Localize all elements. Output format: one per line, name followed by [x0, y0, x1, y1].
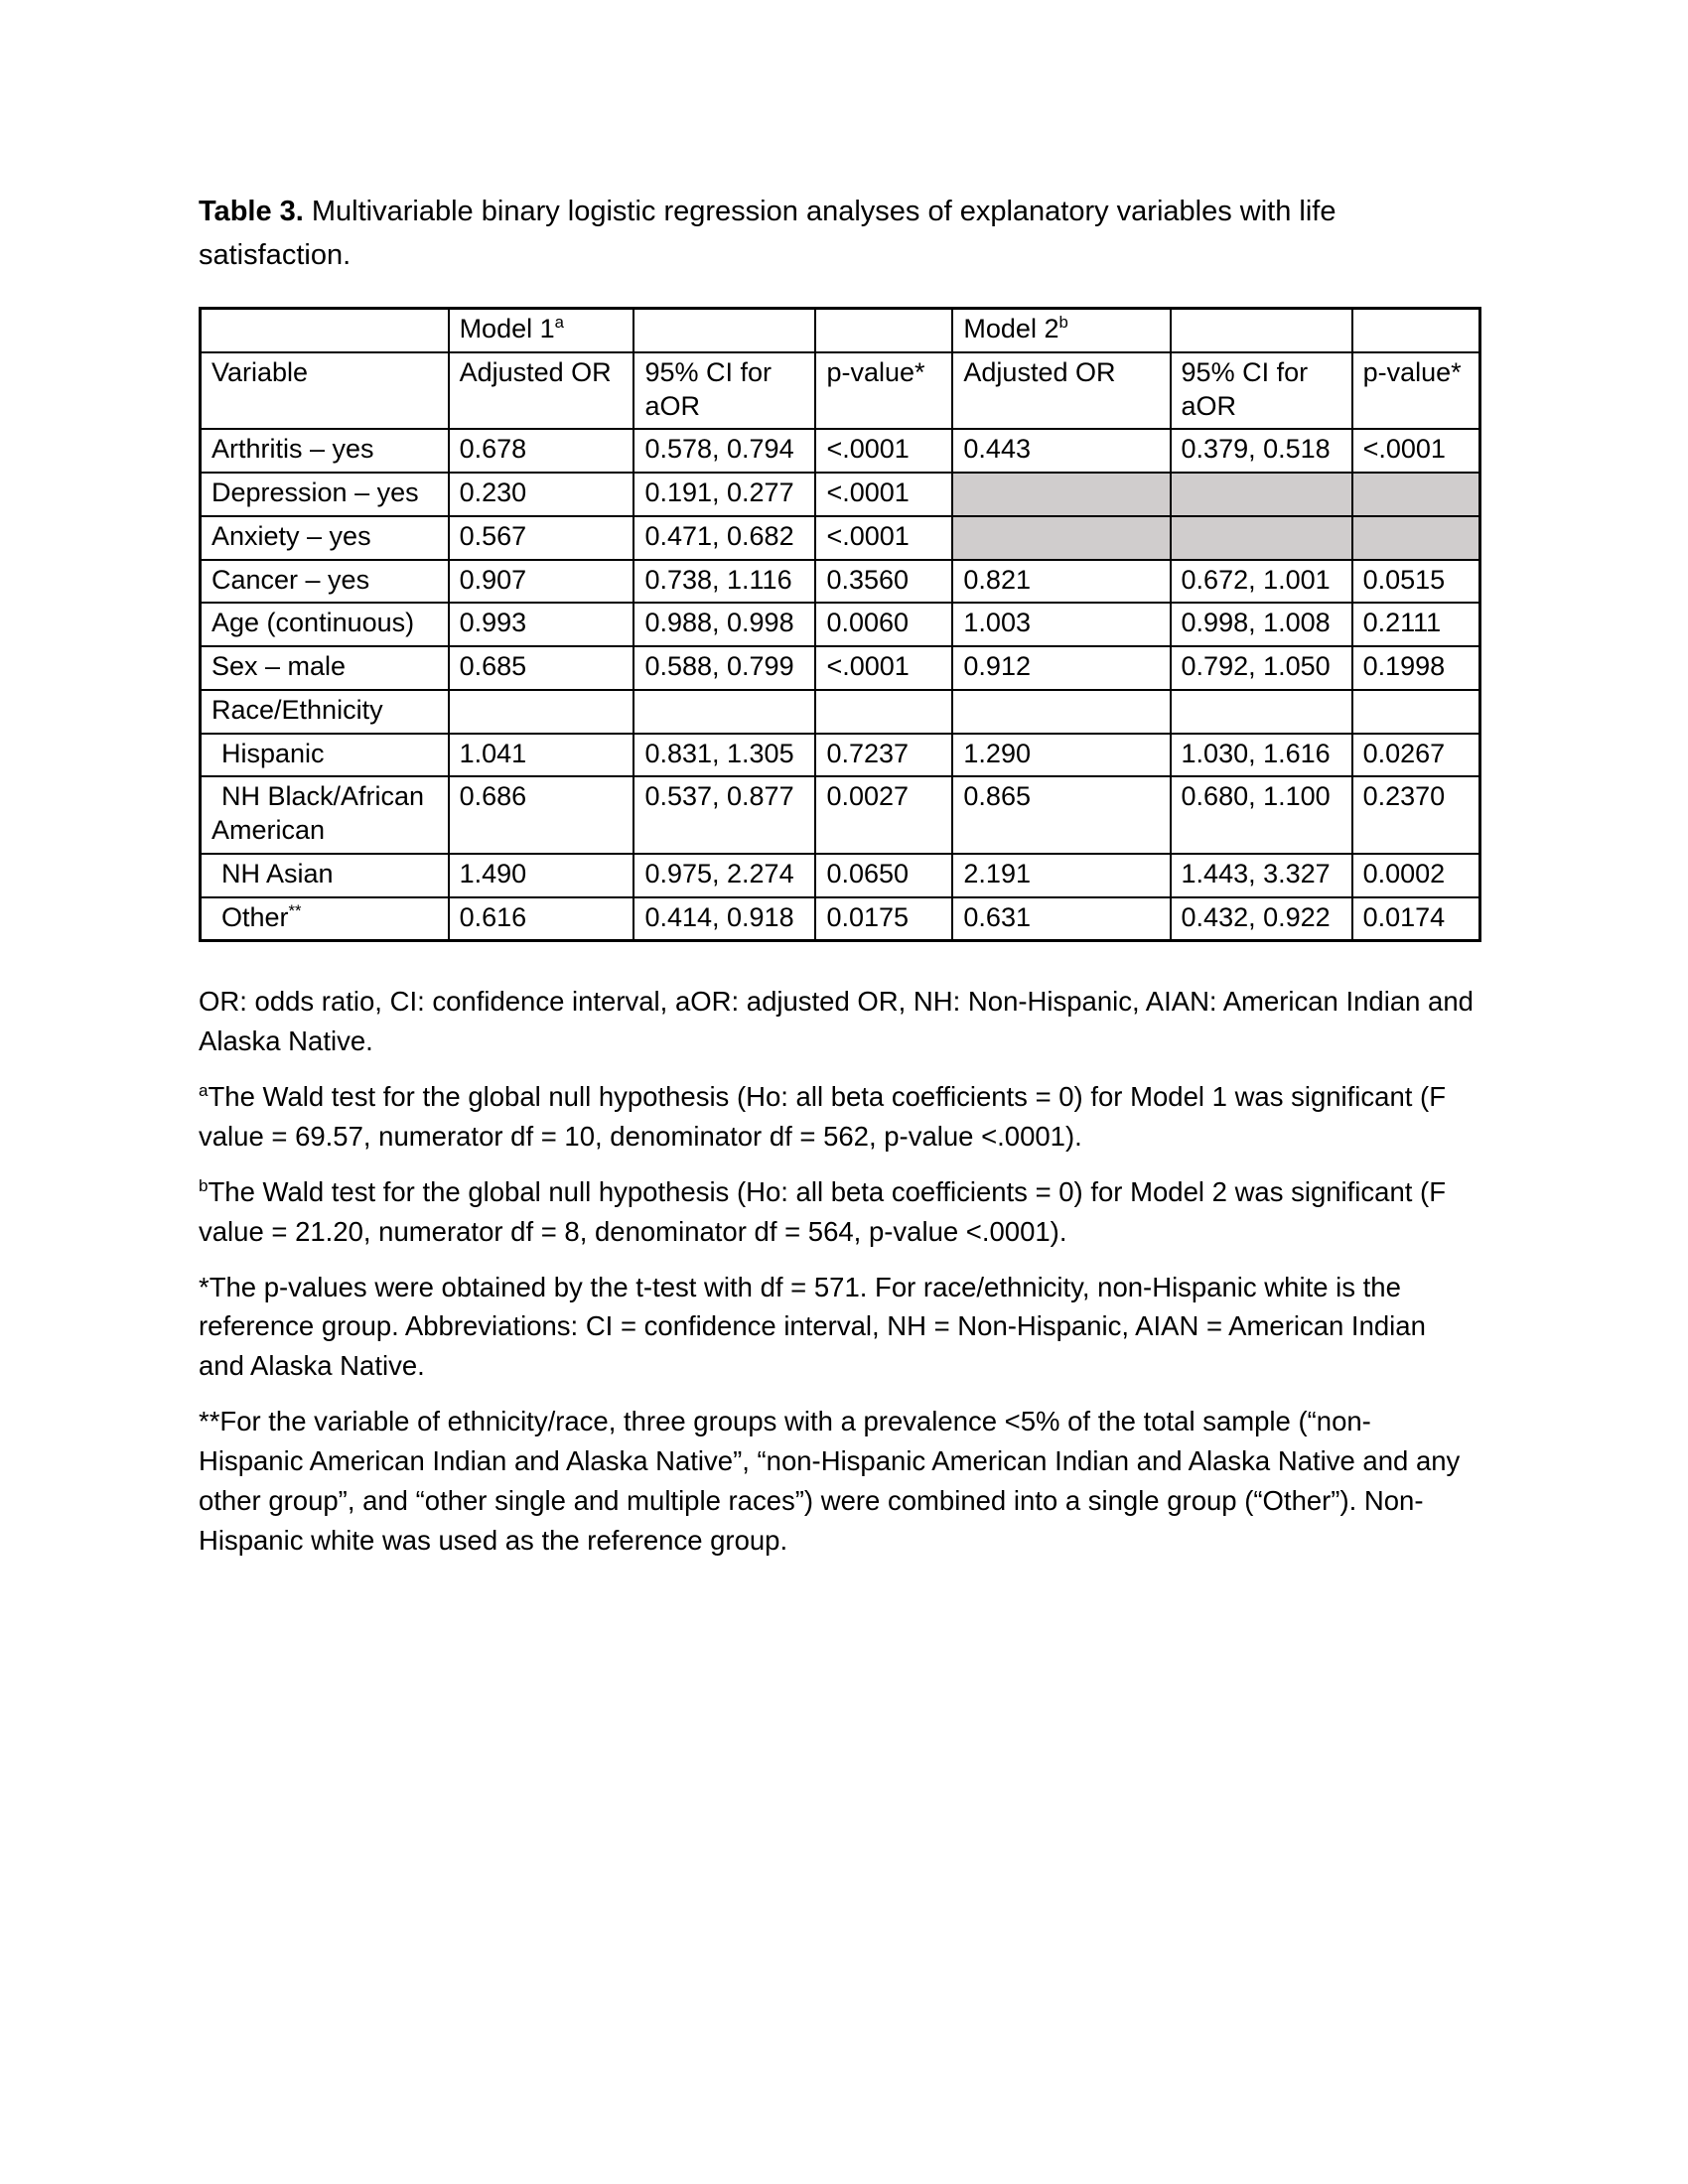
table-row: [201, 734, 1480, 777]
model2-footnote-marker: b: [1058, 313, 1068, 332]
cell-value: 0.0060: [815, 603, 952, 646]
cell-value: 2.191: [952, 854, 1170, 897]
cell-value: 1.443, 3.327: [1171, 854, 1352, 897]
cell-value: 0.672, 1.001: [1171, 560, 1352, 604]
cell-variable: Anxiety – yes: [201, 516, 449, 560]
cell-value: [952, 690, 1170, 734]
footnote-other-group: [199, 1402, 1475, 1561]
table-caption: [199, 191, 1440, 277]
cell-value: 0.686: [449, 776, 634, 854]
cell-value: 0.230: [449, 473, 634, 516]
header-cell-model2: [952, 309, 1170, 352]
cell-value: 0.975, 2.274: [633, 854, 815, 897]
footnote-a: [199, 1077, 1475, 1157]
cell-value: [1352, 516, 1480, 560]
cell-value: 0.685: [449, 646, 634, 690]
table-row: [201, 646, 1480, 690]
header-cell-empty: [201, 309, 449, 352]
table-caption-label: Table 3.: [199, 196, 304, 227]
footnote-text: OR: odds ratio, CI: confidence interval, aOR: adjusted OR, NH: Non-Hispanic, AIAN: American Indian and Alaska Native.: [199, 986, 1474, 1057]
regression-table: [199, 307, 1481, 942]
cell-value: <.0001: [1352, 429, 1480, 473]
header-cell-m2-pvalue: p-value*: [1352, 352, 1480, 430]
cell-value: 0.567: [449, 516, 634, 560]
cell-value: 1.030, 1.616: [1171, 734, 1352, 777]
cell-value: 0.680, 1.100: [1171, 776, 1352, 854]
header-cell-model1: [449, 309, 634, 352]
cell-value: 0.998, 1.008: [1171, 603, 1352, 646]
header-cell-empty: [815, 309, 952, 352]
cell-value: 0.432, 0.922: [1171, 897, 1352, 941]
cell-value: 0.443: [952, 429, 1170, 473]
cell-variable: Arthritis – yes: [201, 429, 449, 473]
model-header-row: [201, 309, 1480, 352]
cell-value: 0.993: [449, 603, 634, 646]
table-row: [201, 516, 1480, 560]
cell-variable: Age (continuous): [201, 603, 449, 646]
cell-value: 0.865: [952, 776, 1170, 854]
footnote-abbreviations: [199, 982, 1475, 1061]
cell-value: 0.414, 0.918: [633, 897, 815, 941]
header-cell-m2-ci: 95% CI for aOR: [1171, 352, 1352, 430]
footnote-marker: b: [199, 1175, 209, 1195]
cell-value: 0.0515: [1352, 560, 1480, 604]
cell-value: [952, 473, 1170, 516]
cell-value: 1.003: [952, 603, 1170, 646]
header-cell-m1-ci: 95% CI for aOR: [633, 352, 815, 430]
cell-value: 0.2370: [1352, 776, 1480, 854]
cell-value: 0.379, 0.518: [1171, 429, 1352, 473]
cell-value: 0.0650: [815, 854, 952, 897]
cell-value: 0.0002: [1352, 854, 1480, 897]
header-cell-m1-pvalue: p-value*: [815, 352, 952, 430]
variable-footnote-marker: **: [288, 900, 302, 920]
cell-value: 0.471, 0.682: [633, 516, 815, 560]
cell-variable: NH Asian: [201, 854, 449, 897]
footnote-text: **For the variable of ethnicity/race, three groups with a prevalence <5% of the total sample (“non-Hispanic American Indian and Alaska Native”, “non-Hispanic American Indian and Alaska Native and any other group”, and “other single and multiple races”) were combined into a single group (“Other”). Non-Hispanic white was used as the reference group.: [199, 1406, 1461, 1556]
cell-value: 0.792, 1.050: [1171, 646, 1352, 690]
table-row: [201, 429, 1480, 473]
header-cell-m1-adjusted-or: Adjusted OR: [449, 352, 634, 430]
cell-value: 0.0027: [815, 776, 952, 854]
cell-value: [633, 690, 815, 734]
cell-variable: Hispanic: [201, 734, 449, 777]
header-cell-empty: [1352, 309, 1480, 352]
cell-value: <.0001: [815, 516, 952, 560]
cell-value: 1.290: [952, 734, 1170, 777]
footnote-text: The Wald test for the global null hypothesis (Ho: all beta coefficients = 0) for Model 2 was significant (F value = 21.20, numerator df = 8, denominator df = 564, p-value <.0001).: [199, 1175, 1446, 1247]
cell-value: 0.3560: [815, 560, 952, 604]
cell-value: 0.678: [449, 429, 634, 473]
cell-value: [449, 690, 634, 734]
table-row: [201, 854, 1480, 897]
model1-label: Model 1: [459, 314, 555, 343]
cell-value: 0.821: [952, 560, 1170, 604]
cell-variable: Sex – male: [201, 646, 449, 690]
cell-value: 0.738, 1.116: [633, 560, 815, 604]
column-header-row: [201, 352, 1480, 430]
footnote-b: [199, 1172, 1475, 1252]
cell-value: 0.0174: [1352, 897, 1480, 941]
header-cell-empty: [1171, 309, 1352, 352]
cell-value: <.0001: [815, 429, 952, 473]
table-row: [201, 603, 1480, 646]
table-row: [201, 776, 1480, 854]
footnote-text: *The p-values were obtained by the t-test with df = 571. For race/ethnicity, non-Hispanic white is the reference group. Abbreviations: CI = confidence interval, NH = Non-Hispanic, AIAN = American Indian and Alaska Native.: [199, 1271, 1426, 1382]
page-content: [199, 191, 1481, 1576]
cell-value: 0.7237: [815, 734, 952, 777]
cell-value: <.0001: [815, 646, 952, 690]
header-cell-m2-adjusted-or: Adjusted OR: [952, 352, 1170, 430]
footnote-marker: a: [199, 1080, 209, 1100]
cell-value: 0.578, 0.794: [633, 429, 815, 473]
cell-value: 0.912: [952, 646, 1170, 690]
cell-value: 0.0267: [1352, 734, 1480, 777]
cell-value: 1.041: [449, 734, 634, 777]
cell-variable: Other**: [201, 897, 449, 941]
cell-value: 0.907: [449, 560, 634, 604]
cell-value: 0.1998: [1352, 646, 1480, 690]
model1-footnote-marker: a: [554, 313, 564, 332]
cell-value: 0.831, 1.305: [633, 734, 815, 777]
cell-value: [952, 516, 1170, 560]
table-row: [201, 897, 1480, 941]
cell-value: 0.0175: [815, 897, 952, 941]
cell-value: 0.2111: [1352, 603, 1480, 646]
cell-value: [1171, 473, 1352, 516]
cell-value: 0.616: [449, 897, 634, 941]
table-row: [201, 473, 1480, 516]
cell-variable: Cancer – yes: [201, 560, 449, 604]
cell-value: 0.537, 0.877: [633, 776, 815, 854]
cell-variable: NH Black/African American: [201, 776, 449, 854]
footnote-pvalue: [199, 1268, 1475, 1387]
cell-value: [1171, 690, 1352, 734]
cell-variable: Race/Ethnicity: [201, 690, 449, 734]
footnote-text: The Wald test for the global null hypothesis (Ho: all beta coefficients = 0) for Model 1 was significant (F value = 69.57, numerator df = 10, denominator df = 562, p-value <.0001).: [199, 1081, 1446, 1152]
section-row: [201, 690, 1480, 734]
cell-value: 0.191, 0.277: [633, 473, 815, 516]
cell-value: <.0001: [815, 473, 952, 516]
cell-value: [815, 690, 952, 734]
cell-variable: Depression – yes: [201, 473, 449, 516]
table-caption-text: Multivariable binary logistic regression analyses of explanatory variables with life satisfaction.: [199, 196, 1336, 271]
model2-label: Model 2: [963, 314, 1059, 343]
footnotes: [199, 982, 1475, 1560]
cell-value: [1352, 690, 1480, 734]
cell-value: 0.631: [952, 897, 1170, 941]
cell-value: [1171, 516, 1352, 560]
header-cell-variable: Variable: [201, 352, 449, 430]
cell-value: 0.588, 0.799: [633, 646, 815, 690]
header-cell-empty: [633, 309, 815, 352]
cell-value: [1352, 473, 1480, 516]
regression-table-body: [201, 429, 1480, 941]
cell-value: 1.490: [449, 854, 634, 897]
cell-value: 0.988, 0.998: [633, 603, 815, 646]
table-row: [201, 560, 1480, 604]
